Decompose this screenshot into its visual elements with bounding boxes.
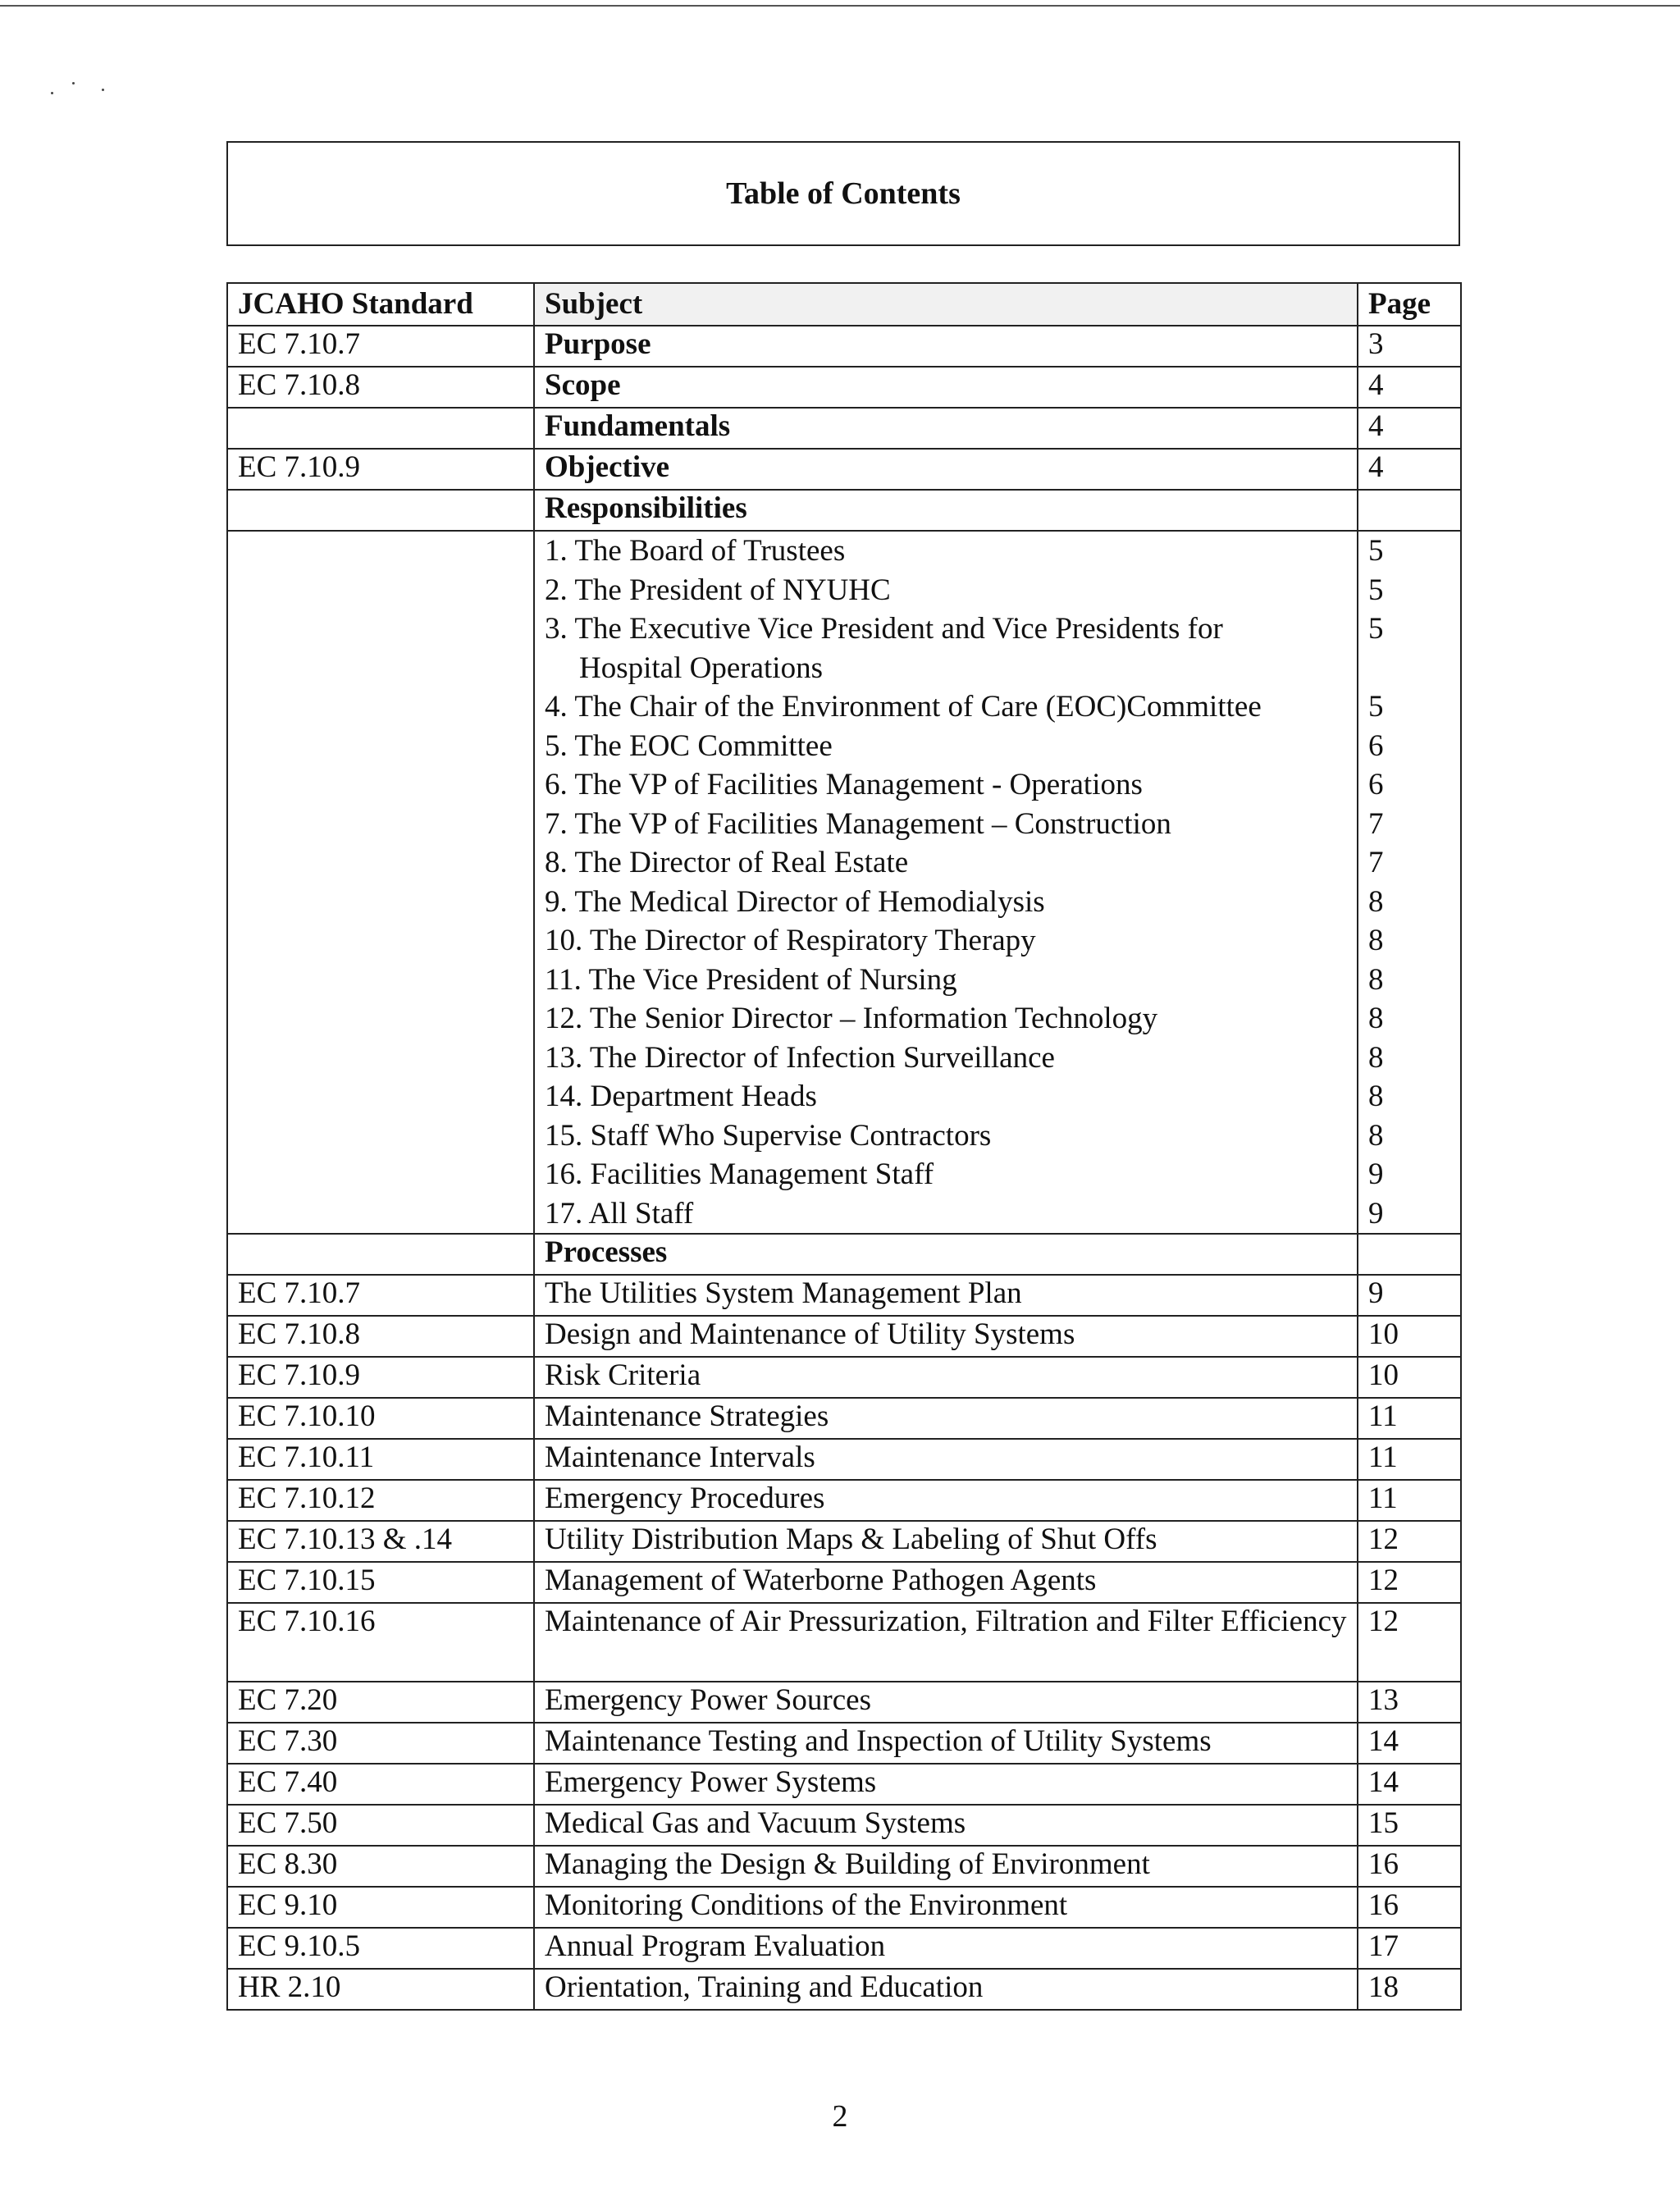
subject-cell: [534, 805, 1358, 844]
table-row: [227, 1480, 1461, 1521]
standard-cell: [227, 765, 534, 805]
standard-cell: [227, 571, 534, 610]
page-cell: 8: [1358, 1077, 1461, 1116]
header-subject: Subject: [534, 283, 1358, 326]
page-cell: 6: [1358, 765, 1461, 805]
table-row: [227, 449, 1461, 490]
standard-cell: EC 7.10.16: [227, 1603, 534, 1682]
page-cell: 8: [1358, 1116, 1461, 1156]
page-cell: 8: [1358, 883, 1461, 922]
subject-cell: Maintenance Testing and Inspection of Utility Systems: [534, 1723, 1358, 1764]
responsibility-row: [227, 765, 1461, 805]
contents-table-body: [227, 283, 1461, 2010]
standard-cell: [227, 921, 534, 961]
scan-speck: [72, 82, 75, 84]
subject-cell: Managing the Design & Building of Environment: [534, 1846, 1358, 1887]
subject-cell: [534, 687, 1358, 727]
page-cell: 16: [1358, 1846, 1461, 1887]
table-row: [227, 1928, 1461, 1969]
subject-cell: Medical Gas and Vacuum Systems: [534, 1805, 1358, 1846]
responsibility-row: [227, 1194, 1461, 1235]
contents-table: [226, 282, 1462, 2011]
page-cell: 10: [1358, 1316, 1461, 1357]
responsibility-row: [227, 1116, 1461, 1156]
subject-cell: Objective: [534, 449, 1358, 490]
table-row: [227, 1275, 1461, 1316]
page-cell: 8: [1358, 921, 1461, 961]
subject-cell: Annual Program Evaluation: [534, 1928, 1358, 1969]
responsibility-row: [227, 1155, 1461, 1194]
responsibility-label: 3. The Executive Vice President and Vice Presidents for: [545, 612, 1223, 646]
subject-cell: Emergency Power Sources: [534, 1682, 1358, 1723]
page-cell: 15: [1358, 1805, 1461, 1846]
page-cell: 7: [1358, 843, 1461, 883]
responsibility-label: 13. The Director of Infection Surveillance: [545, 1040, 1055, 1075]
table-row: [227, 1562, 1461, 1603]
responsibility-row: [227, 609, 1461, 687]
standard-cell: [227, 805, 534, 844]
responsibility-label: 15. Staff Who Supervise Contractors: [545, 1118, 992, 1153]
responsibility-row: [227, 531, 1461, 571]
standard-cell: EC 7.10.12: [227, 1480, 534, 1521]
page-cell: 17: [1358, 1928, 1461, 1969]
scan-speck: [102, 89, 104, 91]
standard-cell: [227, 1039, 534, 1078]
table-row: [227, 326, 1461, 367]
responsibility-label: 10. The Director of Respiratory Therapy: [545, 924, 1036, 957]
page-cell: 13: [1358, 1682, 1461, 1723]
standard-cell: EC 7.10.9: [227, 1357, 534, 1398]
page-cell: 9: [1358, 1275, 1461, 1316]
responsibility-row: [227, 999, 1461, 1039]
standard-cell: [227, 1116, 534, 1156]
responsibility-label-continued: Hospital Operations: [579, 651, 823, 685]
standard-cell: EC 7.10.9: [227, 449, 534, 490]
page-cell: 5: [1358, 609, 1461, 687]
page-number: 2: [832, 2099, 848, 2134]
page-cell: 3: [1358, 326, 1461, 367]
responsibility-label: 16. Facilities Management Staff: [545, 1157, 934, 1191]
section-heading-responsibilities: Responsibilities: [534, 490, 1358, 531]
page-cell: 5: [1358, 687, 1461, 727]
subject-cell: [534, 1077, 1358, 1116]
standard-cell: [227, 961, 534, 1000]
responsibility-row: [227, 961, 1461, 1000]
standard-cell: [227, 999, 534, 1039]
responsibility-label: 17. All Staff: [545, 1196, 694, 1230]
header-page: Page: [1358, 283, 1461, 326]
page-cell: 11: [1358, 1439, 1461, 1480]
responsibility-row: [227, 805, 1461, 844]
responsibility-row: [227, 727, 1461, 766]
standard-cell: [227, 609, 534, 687]
page-cell: 8: [1358, 999, 1461, 1039]
subject-cell: [534, 961, 1358, 1000]
responsibility-row: [227, 921, 1461, 961]
subject-cell: Monitoring Conditions of the Environment: [534, 1887, 1358, 1928]
table-row: [227, 1521, 1461, 1562]
table-row: [227, 1603, 1461, 1682]
standard-cell: EC 7.10.13 & .14: [227, 1521, 534, 1562]
responsibility-label: 7. The VP of Facilities Management – Construction: [545, 806, 1171, 841]
page-cell: [1358, 490, 1461, 531]
subject-cell: [534, 531, 1358, 571]
subject-cell: Emergency Power Systems: [534, 1764, 1358, 1805]
subject-cell: [534, 727, 1358, 766]
document-title: Table of Contents: [726, 176, 961, 211]
subject-cell: [534, 1116, 1358, 1156]
subject-cell: Utility Distribution Maps & Labeling of Shut Offs: [534, 1521, 1358, 1562]
standard-cell: EC 7.40: [227, 1764, 534, 1805]
standard-cell: [227, 883, 534, 922]
page-cell: 5: [1358, 571, 1461, 610]
standard-cell: [227, 1155, 534, 1194]
responsibility-label: 12. The Senior Director – Information Technology: [545, 1002, 1158, 1035]
subject-cell: [534, 921, 1358, 961]
scan-edge-line: [0, 5, 1680, 7]
standard-cell: EC 9.10.5: [227, 1928, 534, 1969]
table-row: [227, 1357, 1461, 1398]
page-cell: 12: [1358, 1562, 1461, 1603]
subject-cell: The Utilities System Management Plan: [534, 1275, 1358, 1316]
standard-cell: [227, 727, 534, 766]
subject-cell: [534, 1039, 1358, 1078]
table-header-row: [227, 283, 1461, 326]
subject-cell: [534, 883, 1358, 922]
responsibility-row: [227, 687, 1461, 727]
standard-cell: EC 7.10.7: [227, 326, 534, 367]
page-cell: 11: [1358, 1480, 1461, 1521]
subject-cell: [534, 609, 1358, 687]
page-cell: 5: [1358, 531, 1461, 571]
standard-cell: EC 7.10.8: [227, 367, 534, 408]
table-row: [227, 1764, 1461, 1805]
responsibility-label: 8. The Director of Real Estate: [545, 846, 909, 879]
responsibility-row: [227, 843, 1461, 883]
title-box: [226, 141, 1460, 246]
standard-cell: EC 9.10: [227, 1887, 534, 1928]
page-cell: 11: [1358, 1398, 1461, 1439]
table-row: [227, 1439, 1461, 1480]
responsibility-label: 11. The Vice President of Nursing: [545, 962, 957, 997]
standard-cell: [227, 1077, 534, 1116]
scan-speck: [51, 92, 53, 94]
subject-cell: Purpose: [534, 326, 1358, 367]
page-cell: 16: [1358, 1887, 1461, 1928]
table-row: [227, 1723, 1461, 1764]
subject-cell: Fundamentals: [534, 408, 1358, 449]
responsibility-row: [227, 883, 1461, 922]
page-cell: 12: [1358, 1603, 1461, 1682]
subject-cell: [534, 765, 1358, 805]
standard-cell: EC 7.30: [227, 1723, 534, 1764]
page-cell: 7: [1358, 805, 1461, 844]
standard-cell: EC 8.30: [227, 1846, 534, 1887]
standard-cell: EC 7.10.7: [227, 1275, 534, 1316]
page-cell: 12: [1358, 1521, 1461, 1562]
table-row: [227, 1682, 1461, 1723]
subject-cell: Maintenance Strategies: [534, 1398, 1358, 1439]
subject-cell: Orientation, Training and Education: [534, 1969, 1358, 2010]
standard-cell: EC 7.50: [227, 1805, 534, 1846]
header-jcaho-standard: JCAHO Standard: [227, 283, 534, 326]
table-row: [227, 1969, 1461, 2010]
subject-cell: Design and Maintenance of Utility Systems: [534, 1316, 1358, 1357]
standard-cell: [227, 1234, 534, 1275]
subject-cell: Risk Criteria: [534, 1357, 1358, 1398]
subject-cell: [534, 571, 1358, 610]
responsibility-row: [227, 571, 1461, 610]
subject-cell: Emergency Procedures: [534, 1480, 1358, 1521]
page-cell: 9: [1358, 1155, 1461, 1194]
subject-cell: Maintenance of Air Pressurization, Filtration and Filter Efficiency: [534, 1603, 1358, 1682]
table-row: [227, 408, 1461, 449]
standard-cell: EC 7.10.10: [227, 1398, 534, 1439]
table-row: [227, 1398, 1461, 1439]
table-row: [227, 1887, 1461, 1928]
page-cell: 8: [1358, 1039, 1461, 1078]
page-cell: 14: [1358, 1764, 1461, 1805]
standard-cell: [227, 531, 534, 571]
standard-cell: [227, 1194, 534, 1235]
standard-cell: EC 7.10.11: [227, 1439, 534, 1480]
table-row: [227, 1316, 1461, 1357]
page-cell: 4: [1358, 449, 1461, 490]
responsibility-row: [227, 1039, 1461, 1078]
page-cell: 9: [1358, 1194, 1461, 1235]
responsibility-label: 9. The Medical Director of Hemodialysis: [545, 884, 1045, 919]
section-heading-row: [227, 490, 1461, 531]
standard-cell: HR 2.10: [227, 1969, 534, 2010]
responsibility-label: 5. The EOC Committee: [545, 728, 833, 763]
subject-cell: Management of Waterborne Pathogen Agents: [534, 1562, 1358, 1603]
standard-cell: EC 7.10.15: [227, 1562, 534, 1603]
table-row: [227, 1805, 1461, 1846]
responsibility-label: 1. The Board of Trustees: [545, 534, 846, 568]
page-cell: 6: [1358, 727, 1461, 766]
page-cell: 4: [1358, 367, 1461, 408]
section-heading-processes: Processes: [534, 1234, 1358, 1275]
page-cell: 18: [1358, 1969, 1461, 2010]
section-heading-row: [227, 1234, 1461, 1275]
standard-cell: EC 7.10.8: [227, 1316, 534, 1357]
responsibility-row: [227, 1077, 1461, 1116]
standard-cell: [227, 843, 534, 883]
responsibility-label: 6. The VP of Facilities Management - Operations: [545, 768, 1143, 801]
page-cell: [1358, 1234, 1461, 1275]
subject-cell: [534, 1155, 1358, 1194]
table-row: [227, 1846, 1461, 1887]
page-cell: 4: [1358, 408, 1461, 449]
responsibility-label: 14. Department Heads: [545, 1080, 817, 1113]
standard-cell: EC 7.20: [227, 1682, 534, 1723]
subject-cell: [534, 1194, 1358, 1235]
subject-cell: [534, 843, 1358, 883]
page-cell: 8: [1358, 961, 1461, 1000]
standard-cell: [227, 687, 534, 727]
standard-cell: [227, 408, 534, 449]
table-row: [227, 367, 1461, 408]
responsibility-label: 4. The Chair of the Environment of Care (EOC)Committee: [545, 690, 1262, 724]
subject-cell: [534, 999, 1358, 1039]
subject-cell: Scope: [534, 367, 1358, 408]
page-cell: 10: [1358, 1357, 1461, 1398]
page-cell: 14: [1358, 1723, 1461, 1764]
standard-cell: [227, 490, 534, 531]
responsibility-label: 2. The President of NYUHC: [545, 573, 891, 607]
subject-cell: Maintenance Intervals: [534, 1439, 1358, 1480]
